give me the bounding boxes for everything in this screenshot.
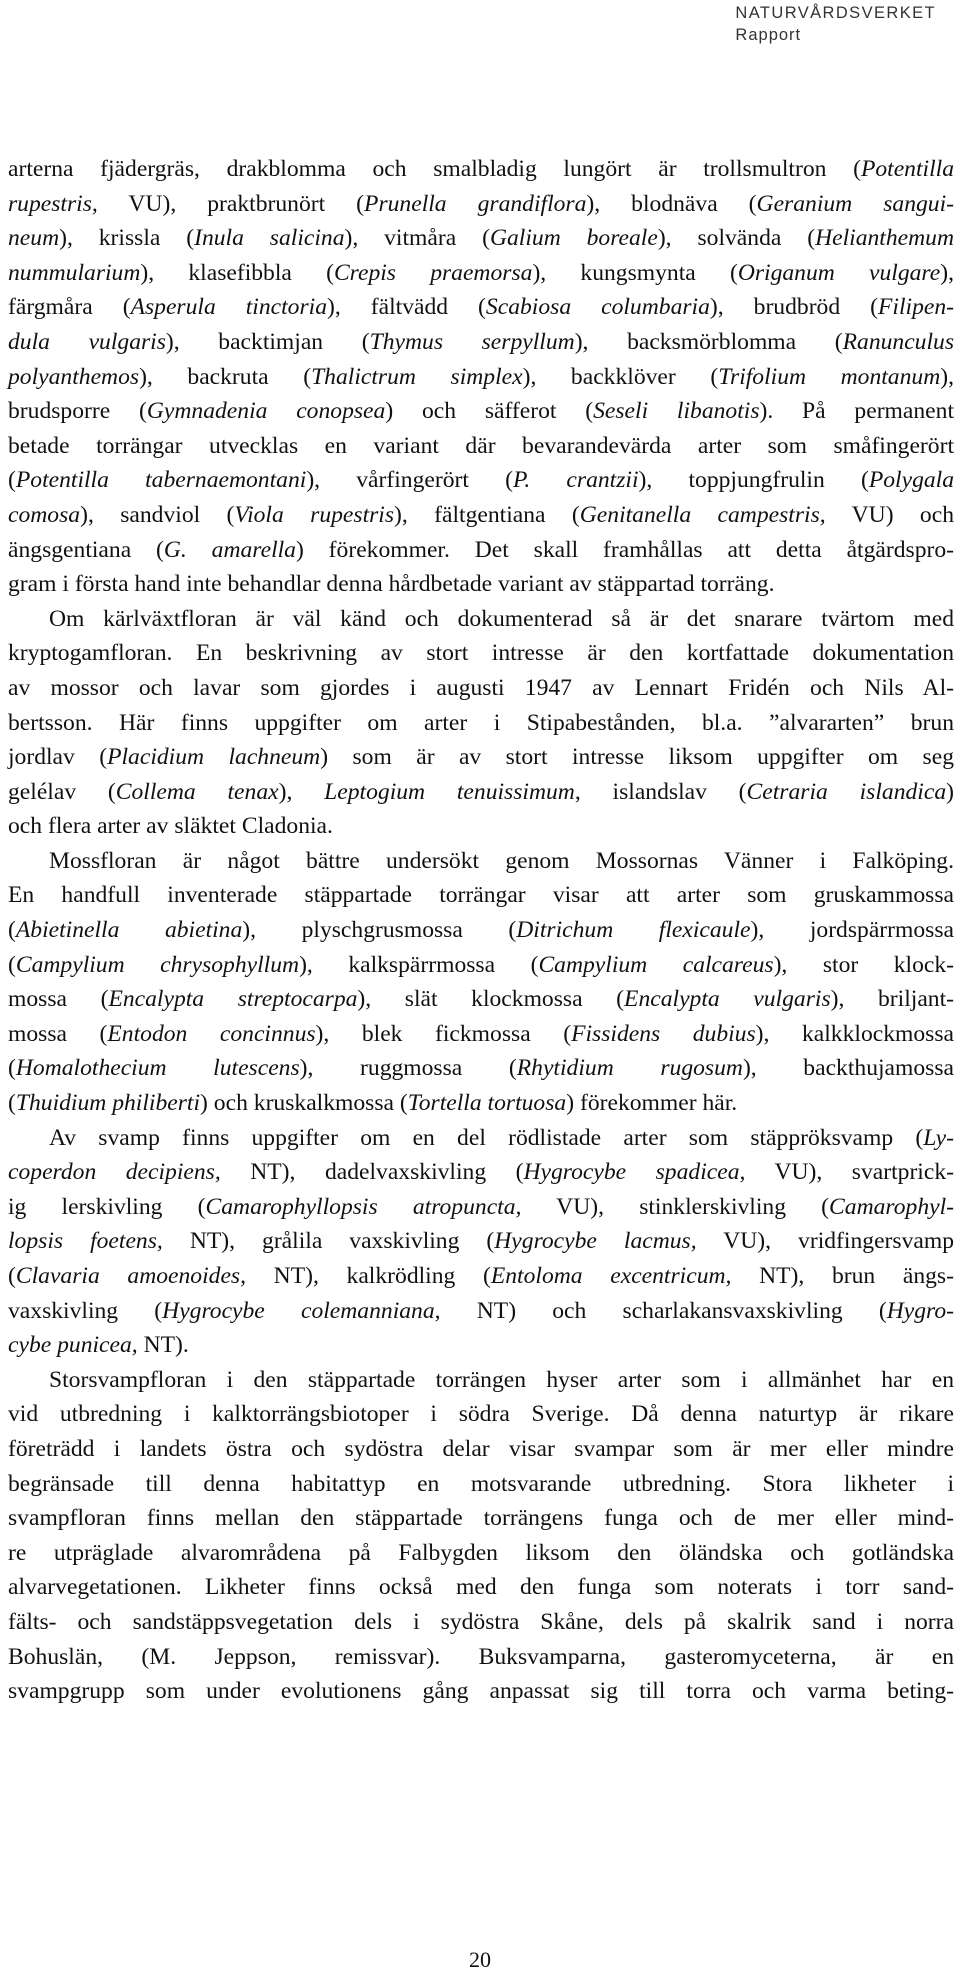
text-run: VU) och <box>825 501 954 528</box>
text-run: ( <box>8 1263 16 1289</box>
header-document-type: Rapport <box>735 26 802 44</box>
text-run: NT), kalkrödling ( <box>246 1263 491 1289</box>
text-line <box>8 1501 954 1536</box>
text-run: ) <box>946 778 954 805</box>
text-run: ) som är av stort intresse liksom uppgifter om seg <box>320 744 954 771</box>
text-line <box>8 602 954 637</box>
text-line <box>8 1086 954 1121</box>
text-run: brudsporre ( <box>8 398 147 425</box>
species-name: Asperula tinctoria <box>130 294 328 321</box>
text-run: ), vitmåra ( <box>344 225 490 252</box>
species-name: Clavaria amoenoides, <box>15 1263 247 1289</box>
text-run: VU), praktbrunört ( <box>97 190 365 217</box>
text-run: ), backklöver ( <box>522 363 719 390</box>
species-name: Homalothecium lutescens <box>15 1055 300 1082</box>
species-name: Cetraria islandica <box>746 778 947 805</box>
text-run: kryptogamfloran. En beskrivning av stort intresse är den kortfattade dokumentation <box>8 640 954 667</box>
text-run: ), backsmörblomma ( <box>574 328 843 355</box>
header-organization: NATURVÅRDSVERKET <box>735 4 936 22</box>
species-name: G. amarella <box>163 536 296 563</box>
text-line <box>8 1536 954 1571</box>
text-run: jordlav ( <box>8 744 108 771</box>
text-run: ), stor klock- <box>773 951 954 978</box>
species-name: Camarophyllopsis atropuncta, <box>205 1193 522 1220</box>
text-run: ( <box>8 1055 16 1082</box>
text-run: ), slät klockmossa ( <box>357 986 625 1013</box>
species-name: Campylium chrysophyllum <box>15 951 300 978</box>
text-run: ( <box>8 951 16 978</box>
text-run: vid utbredning i kalktorrängsbiotoper i södra Sverige. Då denna naturtyp är rikare <box>8 1401 954 1428</box>
text-run: Om kärlväxtfloran är väl känd och dokumenterad så är det snarare tvärtom med <box>49 605 954 632</box>
text-run: bertsson. Här finns uppgifter om arter i Stipabestånden, bl.a. ”alvararten” brun <box>8 709 954 736</box>
text-run: svampgrupp som under evolutionens gång anpassat sig till torra och varma beting- <box>8 1678 954 1705</box>
text-line <box>8 1397 954 1432</box>
species-name: Fissidens dubius <box>571 1020 756 1047</box>
text-run: ), kalkspärrmossa ( <box>299 951 539 978</box>
text-line <box>8 533 954 568</box>
species-name: cybe punicea, <box>8 1332 138 1359</box>
text-line <box>8 1155 954 1190</box>
text-run: Av svamp finns uppgifter om en del rödlistade arter som stäppröksvamp ( <box>49 1124 924 1151</box>
text-run: ), blodnäva ( <box>586 190 757 217</box>
text-line <box>8 429 954 464</box>
text-run: ), krissla ( <box>59 225 195 252</box>
text-line <box>8 1328 954 1363</box>
text-run: av mossor och lavar som gjordes i augusti 1947 av Lennart Fridén och Nils Al- <box>8 674 954 701</box>
text-line <box>8 152 954 187</box>
species-name: Encalypta streptocarpa <box>108 986 358 1013</box>
text-run: ig lerskivling ( <box>8 1193 206 1220</box>
species-name: Prunella grandiflora <box>364 190 587 217</box>
species-name: Potentilla tabernaemontani <box>15 467 307 494</box>
text-line <box>8 1570 954 1605</box>
text-line <box>8 706 954 741</box>
text-line <box>8 671 954 706</box>
species-name: Ditrichum flexicaule <box>516 917 751 944</box>
species-name: Thuidium philiberti <box>15 1090 201 1117</box>
text-run: ), <box>278 778 325 805</box>
text-run: ), <box>940 363 955 390</box>
species-name: Genitanella campestris, <box>579 501 826 528</box>
species-name: Seseli libanotis <box>593 398 760 425</box>
text-line <box>8 360 954 395</box>
species-name: Entodon concinnus <box>107 1020 316 1047</box>
text-run: NT). <box>137 1332 189 1359</box>
species-name: Filipen- <box>878 294 954 321</box>
text-run: ), backthujamossa <box>742 1055 955 1082</box>
running-header <box>735 2 936 46</box>
text-run: ) förekommer. Det skall framhållas att detta åtgärdspro- <box>295 536 955 563</box>
text-run: , islandslav ( <box>574 778 747 805</box>
text-run: ), solvända ( <box>657 225 816 252</box>
text-line <box>8 1121 954 1156</box>
text-run: ), brudbröd ( <box>709 294 878 321</box>
text-run: ( <box>8 1090 16 1117</box>
text-line <box>8 1294 954 1329</box>
species-name: Camarophyl- <box>829 1193 954 1220</box>
species-name: polyanthemos <box>8 363 140 390</box>
species-name: Hygro- <box>886 1297 954 1324</box>
text-line <box>8 1363 954 1398</box>
text-run: företrädd i landets östra och sydöstra delar visar svampar som är mer eller mindre <box>8 1435 954 1462</box>
text-line <box>8 1190 954 1225</box>
species-name: Placidium lachneum <box>107 744 321 771</box>
text-line <box>8 1224 954 1259</box>
text-line <box>8 740 954 775</box>
species-name: Viola rupestris <box>234 501 395 528</box>
species-name: Hygrocybe lacmus, <box>494 1228 697 1255</box>
text-run: fälts- och sandstäppsvegetation dels i sydöstra Skåne, dels på skalrik sand i norra <box>8 1608 954 1635</box>
species-name: Galium boreale <box>489 225 658 252</box>
text-run: ), <box>940 259 954 286</box>
text-run: ) och kruskalkmossa ( <box>200 1090 408 1117</box>
text-line <box>8 913 954 948</box>
text-line <box>8 636 954 671</box>
text-line <box>8 1640 954 1675</box>
text-run: gram i första hand inte behandlar denna hårdbetade variant av stäppartad torräng. <box>8 571 775 598</box>
species-name: Potentilla <box>860 156 954 182</box>
text-run: ), jordspärrmossa <box>750 917 954 944</box>
text-run: re utpräglade alvarområdena på Falbygden liksom den öländska och gotländska <box>8 1539 954 1566</box>
species-name: Polygala <box>868 467 955 494</box>
text-run: ), vårfingerört ( <box>306 467 513 494</box>
text-line <box>8 463 954 498</box>
species-name: rupestris, <box>8 190 98 217</box>
text-run: NT), brun ängs- <box>731 1263 954 1289</box>
text-run: svampfloran finns mellan den stäppartade torrängens funga och de mer eller mind- <box>8 1505 954 1532</box>
text-line <box>8 948 954 983</box>
species-name: neum <box>8 225 60 252</box>
species-name: Helianthemum <box>815 225 954 252</box>
species-name: nummularium <box>8 259 141 286</box>
text-run: arterna fjädergräs, drakblomma och smalbladig lungört är trollsmultron ( <box>8 156 861 182</box>
text-run: vaxskivling ( <box>8 1297 163 1324</box>
text-line <box>8 325 954 360</box>
species-name: Leptogium tenuissimum <box>324 778 575 805</box>
species-name: Encalypta vulgaris <box>624 986 831 1013</box>
species-name: Geranium sangui- <box>756 190 954 217</box>
species-name: Thymus serpyllum <box>369 328 575 355</box>
text-run: Mossfloran är något bättre undersökt genom Mossornas Vänner i Falköping. <box>49 847 954 874</box>
text-line <box>8 878 954 913</box>
species-name: Crepis praemorsa <box>333 259 533 286</box>
text-line <box>8 290 954 325</box>
text-run: ), ruggmossa ( <box>299 1055 517 1082</box>
species-name: Trifolium montanum <box>718 363 941 390</box>
text-run: mossa ( <box>8 1020 108 1047</box>
text-run: ), klasefibbla ( <box>140 259 334 286</box>
text-run: ), backruta ( <box>139 363 312 390</box>
text-line <box>8 1017 954 1052</box>
text-run: ), sandviol ( <box>80 501 235 528</box>
text-run: ), fältvädd ( <box>327 294 486 321</box>
species-name: Abietinella abietina <box>15 917 243 944</box>
species-name: comosa <box>8 501 81 528</box>
species-name: Hygrocybe colemanniana, <box>162 1297 441 1324</box>
text-run: alvarvegetationen. Likheter finns också med den funga som noterats i torr sand- <box>8 1574 954 1601</box>
species-name: Scabiosa columbaria <box>485 294 710 321</box>
text-run: Bohuslän, (M. Jeppson, remissvar). Buksvamparna, gasteromyceterna, är en <box>8 1643 954 1670</box>
species-name: Thalictrum simplex <box>311 363 523 390</box>
species-name: Inula salicina <box>194 225 345 252</box>
text-line <box>8 809 954 844</box>
text-line <box>8 256 954 291</box>
text-run: och flera arter av släktet Cladonia. <box>8 813 333 840</box>
text-run: ), fältgentiana ( <box>394 501 580 528</box>
page-number: 20 <box>469 1947 491 1972</box>
species-name: Ly- <box>923 1124 954 1151</box>
species-name: Campylium calcareus <box>538 951 774 978</box>
text-run: ). På permanent <box>759 398 955 425</box>
species-name: Collema tenax <box>115 778 279 805</box>
text-line <box>8 221 954 256</box>
text-line <box>8 1051 954 1086</box>
species-name: Entoloma excentricum, <box>490 1263 732 1289</box>
text-line <box>8 1605 954 1640</box>
text-run: En handfull inventerade stäppartade torrängar visar att arter som gruskammossa <box>8 882 954 909</box>
text-run: ), blek fickmossa ( <box>315 1020 572 1047</box>
text-run: ), kungsmynta ( <box>532 259 738 286</box>
text-run: färgmåra ( <box>8 294 131 321</box>
text-run: ( <box>8 917 16 944</box>
text-run: ), backtimjan ( <box>165 328 370 355</box>
text-run: ), kalkklockmossa <box>755 1020 954 1047</box>
text-run: VU), stinklerskivling ( <box>521 1193 830 1220</box>
text-line <box>8 187 954 222</box>
text-line <box>8 498 954 533</box>
text-line <box>8 1467 954 1502</box>
species-name: Ranunculus <box>842 328 955 355</box>
text-line <box>8 1674 954 1709</box>
species-name: Tortella tortuosa <box>407 1090 567 1117</box>
text-run: VU), svartprick- <box>745 1159 954 1186</box>
species-name: P. crantzii <box>512 467 639 494</box>
text-line <box>8 567 954 602</box>
text-run: NT), grålila vaxskivling ( <box>162 1228 495 1255</box>
text-run: ( <box>8 467 16 494</box>
species-name: Origanum vulgare <box>737 259 941 286</box>
text-run: begränsade till denna habitattyp en motsvarande utbredning. Stora likheter i <box>8 1470 954 1497</box>
text-run: mossa ( <box>8 986 109 1013</box>
text-line <box>8 844 954 879</box>
text-run: NT), dadelvaxskivling ( <box>220 1159 524 1186</box>
text-line <box>8 394 954 429</box>
text-run: VU), vridfingersvamp <box>696 1228 954 1255</box>
text-run: ) och säfferot ( <box>385 398 594 425</box>
text-run: Storsvampfloran i den stäppartade torrängen hyser arter som i allmänhet har en <box>49 1366 954 1393</box>
text-run: ), toppjungfrulin ( <box>638 467 869 494</box>
species-name: coperdon decipiens, <box>8 1159 221 1186</box>
text-run: ängsgentiana ( <box>8 536 164 563</box>
text-run: NT) och scharlakansvaxskivling ( <box>440 1297 887 1324</box>
text-run: gelélav ( <box>8 778 116 805</box>
species-name: Gymnadenia conopsea <box>146 398 386 425</box>
text-line <box>8 775 954 810</box>
species-name: Rhytidium rugosum <box>516 1055 743 1082</box>
species-name: lopsis foetens, <box>8 1228 163 1255</box>
text-line <box>8 1259 954 1294</box>
body-text <box>8 152 954 1709</box>
text-line <box>8 982 954 1017</box>
text-run: ) förekommer här. <box>566 1090 738 1117</box>
text-line <box>8 1432 954 1467</box>
text-run: ), briljant- <box>830 986 955 1013</box>
text-run: ), plyschgrusmossa ( <box>242 917 517 944</box>
species-name: dula vulgaris <box>8 328 166 355</box>
species-name: Hygrocybe spadicea, <box>523 1159 746 1186</box>
text-run: betade torrängar utvecklas en variant där bevarandevärda arter som småfingerört <box>8 432 954 459</box>
